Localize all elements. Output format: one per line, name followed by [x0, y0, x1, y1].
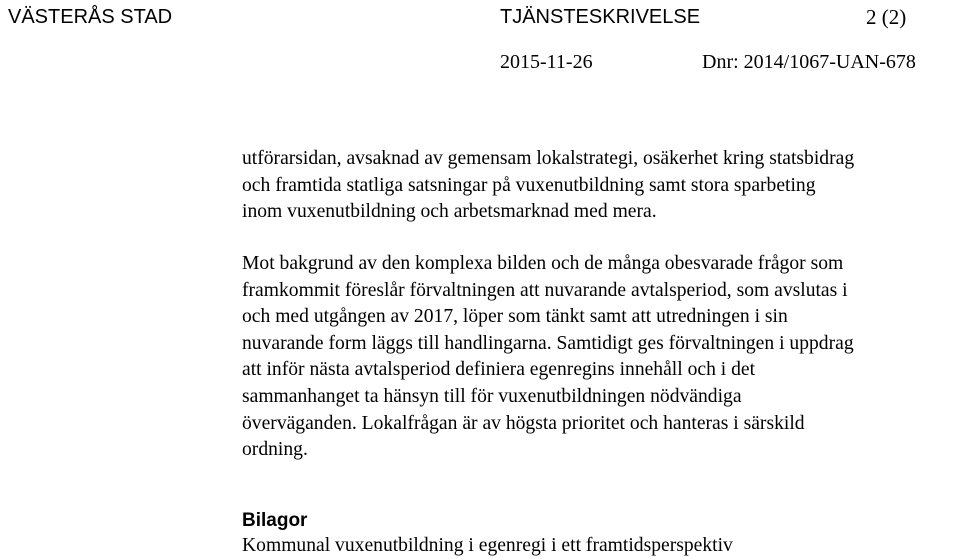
paragraph-1 — [242, 146, 958, 226]
paragraph-line: ordning. — [242, 439, 308, 461]
paragraph-line: att inför nästa avtalsperiod definiera egenregins innehåll och i det — [242, 359, 756, 381]
document-type: TJÄNSTESKRIVELSE — [500, 6, 701, 28]
attachment-item: Kommunal vuxenutbildning i egenregi i ett framtidsperspektiv — [242, 535, 733, 556]
organization-name: VÄSTERÅS STAD — [8, 6, 173, 28]
paragraph-line: överväganden. Lokalfrågan är av högsta prioritet och hanteras i särskild — [242, 412, 805, 434]
paragraph-line: och med utgången av 2017, löper som tänkt samt att utredningen i sin — [242, 306, 788, 328]
paragraph-line: utförarsidan, avsaknad av gemensam lokalstrategi, osäkerhet kring statsbidrag — [242, 148, 855, 169]
paragraph-2 — [242, 251, 958, 464]
page-number: 2 (2) — [866, 5, 907, 29]
reference-number: Dnr: 2014/1067-UAN-678 — [702, 51, 916, 73]
attachments-heading: Bilagor — [242, 510, 308, 531]
document-date: 2015-11-26 — [500, 51, 593, 73]
paragraph-line: Mot bakgrund av den komplexa bilden och de många obesvarade frågor som — [242, 253, 844, 274]
paragraph-line: inom vuxenutbildning och arbetsmarknad med mera. — [242, 201, 657, 223]
paragraph-line: och framtida statliga satsningar på vuxenutbildning samt stora sparbeting — [242, 174, 816, 196]
paragraph-line: sammanhanget ta hänsyn till för vuxenutbildningen nödvändiga — [242, 385, 742, 407]
paragraph-line: nuvarande form läggs till handlingarna. Samtidigt ges förvaltningen i uppdrag — [242, 332, 854, 354]
paragraph-line: framkommit föreslår förvaltningen att nuvarande avtalsperiod, som avslutas i — [242, 279, 848, 301]
